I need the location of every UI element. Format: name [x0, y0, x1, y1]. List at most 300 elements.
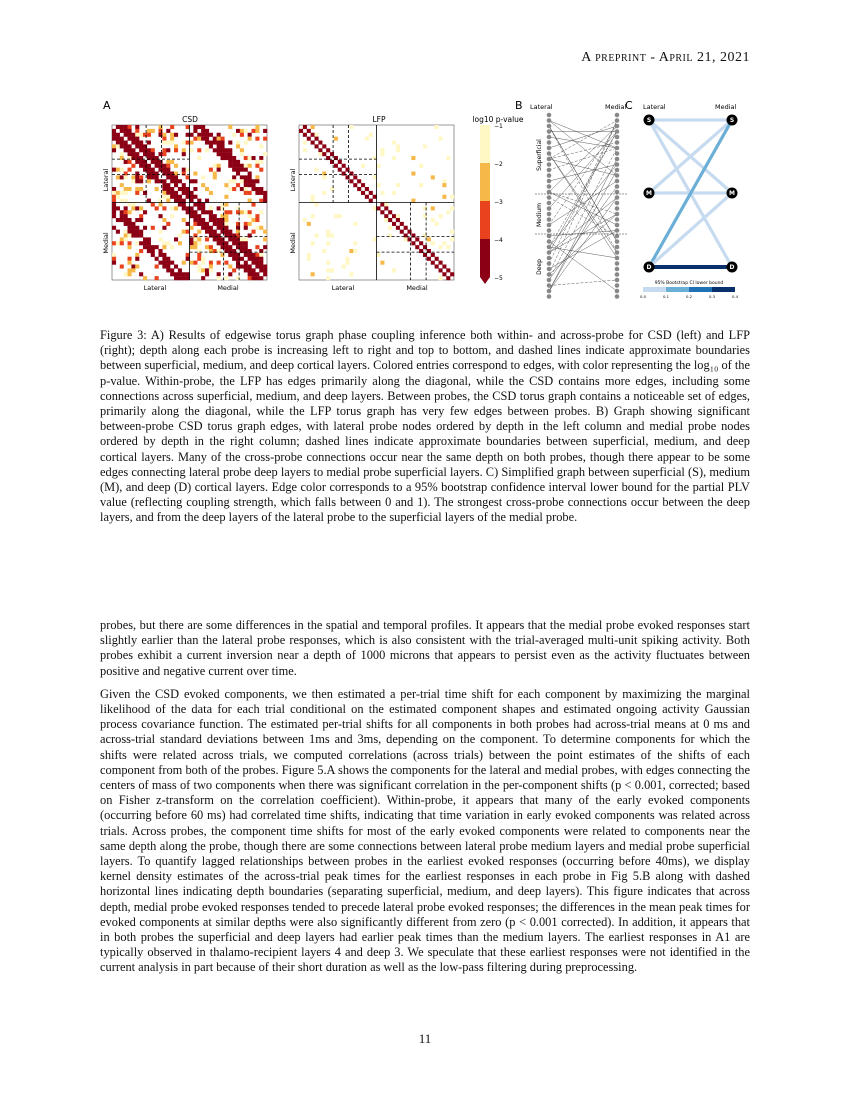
heatmap-cell	[400, 230, 404, 234]
heatmap-cell	[155, 187, 159, 191]
heatmap-cell	[120, 129, 124, 133]
heatmap-cell	[236, 144, 240, 148]
heatmap-cell	[353, 249, 357, 253]
heatmap-cell	[252, 203, 256, 207]
heatmap-cell	[155, 265, 159, 269]
heatmap-cell	[170, 141, 174, 145]
heatmap-cell	[248, 253, 252, 257]
heatmap-cell	[162, 179, 166, 183]
heatmap-cell	[334, 214, 338, 218]
layer-deep: Deep	[536, 259, 543, 275]
heatmap-cell	[162, 257, 166, 261]
heatmap-cell	[193, 222, 197, 226]
heatmap-cell	[131, 179, 135, 183]
heatmap-cell	[124, 133, 128, 137]
heatmap-cell	[311, 272, 315, 276]
heatmap-cell	[178, 268, 182, 272]
lfp-y-lateral: Lateral	[289, 168, 297, 192]
medial-node	[615, 184, 620, 189]
heatmap-cell	[240, 129, 244, 133]
panel-b-label: B	[515, 99, 523, 112]
colorbar-tick: 0.3	[708, 294, 716, 299]
heatmap-cell	[186, 175, 190, 179]
heatmap-cell	[240, 257, 244, 261]
colorbar-tick: −5	[494, 275, 503, 282]
lateral-node	[547, 234, 552, 239]
heatmap-cell	[380, 210, 384, 214]
heatmap-cell	[349, 179, 353, 183]
lateral-node	[547, 294, 552, 299]
lfp-heatmap	[299, 125, 454, 280]
heatmap-cell	[124, 214, 128, 218]
heatmap-cell	[209, 245, 213, 249]
heatmap-cell	[186, 133, 190, 137]
heatmap-cell	[380, 152, 384, 156]
heatmap-cell	[232, 133, 236, 137]
heatmap-cell	[217, 168, 221, 172]
heatmap-cell	[182, 191, 186, 195]
heatmap-cell	[116, 230, 120, 234]
running-header: A preprint - April 21, 2021	[581, 50, 750, 65]
heatmap-cell	[259, 160, 263, 164]
heatmap-cell	[151, 129, 155, 133]
medial-node	[615, 261, 620, 266]
heatmap-cell	[197, 253, 201, 257]
heatmap-cell	[186, 210, 190, 214]
colorbar-segment	[480, 125, 490, 163]
heatmap-cell	[135, 129, 139, 133]
heatmap-cell	[190, 241, 194, 245]
medial-node	[615, 173, 620, 178]
heatmap-cell	[135, 125, 139, 129]
heatmap-cell	[147, 241, 151, 245]
heatmap-cell	[178, 203, 182, 207]
heatmap-cell	[244, 191, 248, 195]
heatmap-cell	[228, 141, 232, 145]
edge	[549, 148, 617, 280]
heatmap-cell	[217, 241, 221, 245]
heatmap-cell	[112, 199, 116, 203]
heatmap-cell	[217, 133, 221, 137]
heatmap-cell	[228, 265, 232, 269]
heatmap-cell	[446, 276, 450, 280]
heatmap-cell	[190, 191, 194, 195]
heatmap-cell	[361, 183, 365, 187]
heatmap-cell	[427, 237, 431, 241]
heatmap-cell	[255, 129, 259, 133]
heatmap-cell	[131, 148, 135, 152]
heatmap-cell	[221, 144, 225, 148]
heatmap-cell	[446, 210, 450, 214]
heatmap-cell	[116, 241, 120, 245]
medial-node	[615, 151, 620, 156]
heatmap-cell	[415, 237, 419, 241]
heatmap-cell	[182, 148, 186, 152]
heatmap-cell	[190, 133, 194, 137]
heatmap-cell	[143, 276, 147, 280]
heatmap-cell	[431, 175, 435, 179]
heatmap-cell	[135, 179, 139, 183]
heatmap-cell	[124, 230, 128, 234]
heatmap-cell	[162, 133, 166, 137]
heatmap-cell	[248, 210, 252, 214]
heatmap-cell	[147, 245, 151, 249]
lateral-node	[547, 250, 552, 255]
heatmap-cell	[131, 137, 135, 141]
heatmap-cell	[178, 179, 182, 183]
heatmap-cell	[326, 148, 330, 152]
layer-superficial: Superficial	[536, 139, 543, 171]
heatmap-cell	[244, 265, 248, 269]
heatmap-cell	[213, 230, 217, 234]
heatmap-cell	[135, 141, 139, 145]
heatmap-cell	[209, 191, 213, 195]
body-text	[100, 618, 750, 984]
heatmap-cell	[255, 276, 259, 280]
heatmap-cell	[159, 203, 163, 207]
heatmap-cell	[131, 175, 135, 179]
heatmap-cell	[369, 191, 373, 195]
heatmap-cell	[112, 241, 116, 245]
heatmap-cell	[201, 261, 205, 265]
heatmap-cell	[311, 241, 315, 245]
heatmap-cell	[193, 237, 197, 241]
heatmap-cell	[182, 230, 186, 234]
heatmap-cell	[209, 206, 213, 210]
heatmap-cell	[259, 168, 263, 172]
heatmap-cell	[263, 268, 267, 272]
heatmap-cell	[228, 187, 232, 191]
heatmap-cell	[263, 272, 267, 276]
heatmap-cell	[357, 187, 361, 191]
heatmap-cell	[131, 226, 135, 230]
heatmap-cell	[124, 218, 128, 222]
heatmap-cell	[135, 191, 139, 195]
heatmap-cell	[193, 241, 197, 245]
heatmap-cell	[162, 245, 166, 249]
heatmap-cell	[174, 164, 178, 168]
heatmap-cell	[151, 168, 155, 172]
medial-node	[615, 278, 620, 283]
colorbar-tick: 0.1	[662, 294, 670, 299]
medial-node	[615, 267, 620, 272]
heatmap-cell	[252, 230, 256, 234]
lateral-node	[547, 201, 552, 206]
heatmap-cell	[252, 268, 256, 272]
lateral-node	[547, 239, 552, 244]
heatmap-cell	[236, 164, 240, 168]
heatmap-cell	[259, 191, 263, 195]
heatmap-cell	[224, 245, 228, 249]
paragraph: probes, but there are some differences in the spatial and temporal profiles. It appears that the medial probe evoked responses start slightly earlier than the lateral probe responses, which is also consistent with the trial-averaged multi-unit spiking activity. Both probes exhibit a current inversion near a depth of 1000 microns that appears to persist even as the activity fluctuates between positive and negative current over time.	[100, 618, 750, 678]
heatmap-cell	[392, 141, 396, 145]
heatmap-cell	[143, 210, 147, 214]
heatmap-cell	[415, 245, 419, 249]
heatmap-cell	[151, 253, 155, 257]
heatmap-cell	[166, 199, 170, 203]
heatmap-cell	[124, 199, 128, 203]
heatmap-cell	[228, 230, 232, 234]
heatmap-cell	[244, 253, 248, 257]
heatmap-cell	[139, 218, 143, 222]
heatmap-cell	[197, 203, 201, 207]
heatmap-cell	[248, 164, 252, 168]
heatmap-cell	[197, 268, 201, 272]
lateral-node	[547, 195, 552, 200]
heatmap-cell	[240, 148, 244, 152]
lateral-node	[547, 179, 552, 184]
heatmap-cell	[139, 164, 143, 168]
heatmap-cell	[263, 129, 267, 133]
heatmap-cell	[193, 125, 197, 129]
medial-node	[615, 129, 620, 134]
heatmap-cell	[162, 164, 166, 168]
heatmap-cell	[186, 230, 190, 234]
heatmap-cell	[174, 265, 178, 269]
heatmap-cell	[221, 148, 225, 152]
heatmap-cell	[135, 175, 139, 179]
heatmap-cell	[209, 168, 213, 172]
heatmap-cell	[446, 156, 450, 160]
lateral-node	[547, 289, 552, 294]
heatmap-cell	[244, 168, 248, 172]
heatmap-cell	[322, 152, 326, 156]
heatmap-cell	[217, 218, 221, 222]
heatmap-cell	[112, 206, 116, 210]
heatmap-cell	[255, 265, 259, 269]
heatmap-cell	[135, 226, 139, 230]
heatmap-cell	[346, 261, 350, 265]
heatmap-cell	[244, 241, 248, 245]
heatmap-cell	[248, 222, 252, 226]
colorbar-segment	[689, 287, 712, 292]
heatmap-cell	[396, 214, 400, 218]
heatmap-cell	[224, 230, 228, 234]
heatmap-cell	[162, 187, 166, 191]
heatmap-cell	[263, 137, 267, 141]
heatmap-cell	[213, 222, 217, 226]
heatmap-cell	[201, 276, 205, 280]
colorbar-tick: 0.2	[685, 294, 693, 299]
heatmap-cell	[131, 268, 135, 272]
heatmap-cell	[213, 214, 217, 218]
heatmap-cell	[427, 257, 431, 261]
heatmap-cell	[131, 152, 135, 156]
heatmap-cell	[197, 156, 201, 160]
heatmap-cell	[147, 175, 151, 179]
heatmap-cell	[330, 234, 334, 238]
heatmap-cell	[228, 237, 232, 241]
heatmap-cell	[263, 237, 267, 241]
heatmap-cell	[128, 137, 132, 141]
heatmap-cell	[349, 249, 353, 253]
heatmap-cell	[174, 148, 178, 152]
heatmap-cell	[151, 203, 155, 207]
heatmap-cell	[259, 199, 263, 203]
heatmap-cell	[224, 183, 228, 187]
heatmap-cell	[162, 168, 166, 172]
lateral-node	[547, 129, 552, 134]
heatmap-cell	[193, 129, 197, 133]
heatmap-cell	[232, 257, 236, 261]
heatmap-cell	[224, 195, 228, 199]
heatmap-cell	[380, 261, 384, 265]
heatmap-cell	[162, 191, 166, 195]
heatmap-cell	[135, 133, 139, 137]
heatmap-cell	[252, 129, 256, 133]
heatmap-cell	[392, 214, 396, 218]
heatmap-cell	[431, 261, 435, 265]
heatmap-cell	[255, 214, 259, 218]
heatmap-cell	[232, 237, 236, 241]
heatmap-cell	[232, 164, 236, 168]
panel-c-label: C	[625, 99, 633, 112]
medial-node	[615, 250, 620, 255]
heatmap-cell	[361, 191, 365, 195]
heatmap-cell	[232, 268, 236, 272]
heatmap-cell	[112, 214, 116, 218]
colorbar-segment	[643, 287, 666, 292]
heatmap-cell	[193, 187, 197, 191]
heatmap-cell	[318, 152, 322, 156]
heatmap-cell	[128, 268, 132, 272]
heatmap-cell	[252, 257, 256, 261]
heatmap-cell	[384, 206, 388, 210]
heatmap-cell	[112, 226, 116, 230]
heatmap-cell	[147, 129, 151, 133]
lateral-node	[547, 157, 552, 162]
heatmap-cell	[201, 206, 205, 210]
heatmap-cell	[178, 276, 182, 280]
heatmap-cell	[124, 141, 128, 145]
heatmap-cell	[311, 141, 315, 145]
heatmap-cell	[205, 133, 209, 137]
heatmap-cell	[205, 141, 209, 145]
heatmap-cell	[120, 141, 124, 145]
heatmap-cell	[147, 199, 151, 203]
heatmap-cell	[244, 226, 248, 230]
heatmap-cell	[186, 276, 190, 280]
heatmap-cell	[255, 253, 259, 257]
heatmap-cell	[396, 148, 400, 152]
medial-node	[615, 228, 620, 233]
heatmap-cell	[353, 183, 357, 187]
heatmap-cell	[224, 276, 228, 280]
heatmap-cell	[217, 261, 221, 265]
heatmap-cell	[193, 179, 197, 183]
heatmap-cell	[411, 241, 415, 245]
heatmap-cell	[209, 144, 213, 148]
heatmap-cell	[128, 160, 132, 164]
heatmap-cell	[232, 187, 236, 191]
heatmap-cell	[131, 230, 135, 234]
heatmap-cell	[263, 265, 267, 269]
heatmap-cell	[307, 253, 311, 257]
heatmap-cell	[174, 144, 178, 148]
edge	[549, 121, 617, 160]
heatmap-cell	[147, 168, 151, 172]
colorbar-tick: −3	[494, 199, 503, 206]
heatmap-cell	[205, 237, 209, 241]
heatmap-cell	[248, 199, 252, 203]
heatmap-cell	[439, 261, 443, 265]
heatmap-cell	[151, 152, 155, 156]
heatmap-cell	[446, 245, 450, 249]
heatmap-cell	[377, 206, 381, 210]
heatmap-cell	[128, 234, 132, 238]
heatmap-cell	[116, 137, 120, 141]
layer-medium: Medium	[536, 203, 543, 227]
heatmap-cell	[244, 156, 248, 160]
heatmap-cell	[240, 175, 244, 179]
heatmap-cell	[162, 226, 166, 230]
lateral-node	[547, 217, 552, 222]
heatmap-cell	[159, 230, 163, 234]
medial-node	[615, 206, 620, 211]
heatmap-cell	[135, 218, 139, 222]
heatmap-cell	[112, 253, 116, 257]
heatmap-cell	[162, 141, 166, 145]
heatmap-cell	[135, 160, 139, 164]
heatmap-cell	[170, 175, 174, 179]
heatmap-cell	[197, 148, 201, 152]
heatmap-cell	[116, 206, 120, 210]
heatmap-cell	[439, 214, 443, 218]
heatmap-cell	[342, 265, 346, 269]
heatmap-cell	[155, 276, 159, 280]
heatmap-cell	[365, 137, 369, 141]
lfp-x-medial: Medial	[406, 284, 428, 292]
heatmap-cell	[128, 152, 132, 156]
heatmap-cell	[248, 191, 252, 195]
lateral-node	[547, 151, 552, 156]
heatmap-cell	[128, 133, 132, 137]
heatmap-cell	[217, 164, 221, 168]
heatmap-cell	[120, 144, 124, 148]
heatmap-cell	[112, 257, 116, 261]
heatmap-cell	[120, 214, 124, 218]
lfp-title: LFP	[372, 115, 386, 124]
medial-node	[615, 294, 620, 299]
heatmap-cell	[174, 206, 178, 210]
heatmap-cell	[135, 144, 139, 148]
heatmap-cell	[311, 125, 315, 129]
heatmap-cell	[209, 261, 213, 265]
heatmap-cell	[228, 253, 232, 257]
heatmap-cell	[155, 257, 159, 261]
heatmap-cell	[322, 175, 326, 179]
heatmap-cell	[166, 141, 170, 145]
heatmap-cell	[439, 268, 443, 272]
heatmap-cell	[369, 133, 373, 137]
heatmap-cell	[166, 175, 170, 179]
panel-b-graph	[535, 113, 627, 299]
heatmap-cell	[259, 257, 263, 261]
heatmap-cell	[190, 148, 194, 152]
heatmap-cell	[213, 218, 217, 222]
heatmap-cell	[263, 191, 267, 195]
heatmap-cell	[209, 268, 213, 272]
edge	[549, 143, 617, 160]
heatmap-cell	[128, 245, 132, 249]
heatmap-cell	[128, 129, 132, 133]
heatmap-cell	[224, 218, 228, 222]
heatmap-cell	[431, 253, 435, 257]
heatmap-cell	[116, 144, 120, 148]
paragraph: Given the CSD evoked components, we then estimated a per-trial time shift for each component by maximizing the marginal likelihood of the data for each trial conditional on the estimated component shapes and estimated ongoing activity Gaussian process covariance function. The estimated per-trial shifts for all components in both probes had across-trial means at 0 ms and across-trial standard deviations between 1ms and 3ms, depending on the component. To determine components for which the shifts were related across trials, we computed correlations (across trials) between the point estimates of the shifts of each component from both of the probes. Figure 5.A shows the components for the lateral and medial probes, with edges connecting the centers of mass of two components when there was significant correlation in the per-component shifts (p < 0.001, corrected; based on Fisher z-transform on the correlation coefficient). Within-probe, it appears that many of the early evoked components (occurring before 60 ms) had correlated time shifts, indicating that time variation in early evoked components was related across trials. Across probes, the component time shifts for most of the early evoked components were related to components near the same depth along the probe, though there are some connections between lateral probe medium layers and medial probe superficial layers. To quantify lagged relationships between probes in the earliest evoked responses (occurring before 40ms), we display kernel density estimates of the across-trial peak times for the earliest responses in each probe in Fig 5.B along with dashed horizontal lines indicating depth boundaries (separating superficial, medium, and deep layers). This figure indicates that across depth, medial probe evoked responses tended to precede lateral probe evoked responses; the differences in the mean peak times for evoked components at similar depths were also significantly different from zero (p < 0.001 corrected). In addition, it appears that in both probes the superficial and deep layers had earlier peak times than the medium layers. The earliest responses in A1 are typically observed in thalamo-recipient layers 4 and deep 3. We speculate that these earliest responses were not identified in the current analysis in part because of their short duration as well as the low-pass filtering during preprocessing.	[100, 686, 750, 975]
heatmap-cell	[236, 168, 240, 172]
heatmap-cell	[190, 226, 194, 230]
